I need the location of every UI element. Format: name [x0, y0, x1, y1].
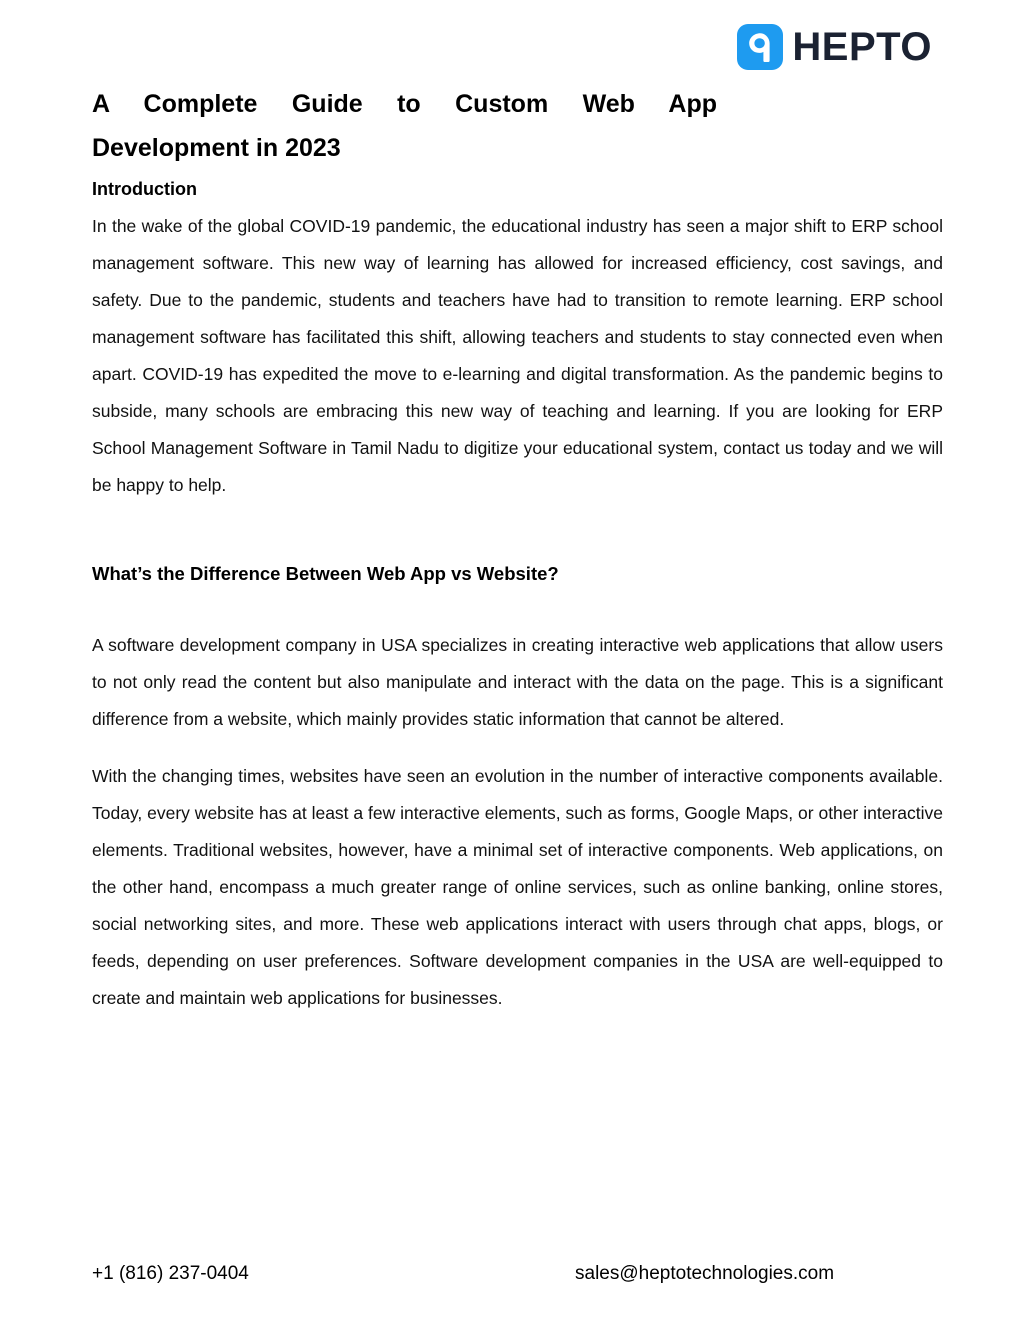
intro-heading: Introduction — [92, 179, 197, 199]
paragraph-spacer — [92, 738, 943, 758]
section-heading-web-app-vs-website: What’s the Difference Between Web App vs Website? — [92, 563, 559, 584]
footer-phone[interactable]: +1 (816) 237-0404 — [92, 1263, 249, 1284]
page-title — [92, 82, 717, 170]
intro-paragraph: In the wake of the global COVID-19 pandemic, the educational industry has seen a major shift to ERP school management software. This new way of learning has allowed for increased efficiency, cost savings, and safety. Due to the pandemic, students and teachers have had to transition to remote learning. ERP school management software has facilitated this shift, allowing teachers and students to stay connected even when apart. COVID-19 has expedited the move to e-learning and digital transformation. As the pandemic begins to subside, many schools are embracing this new way of teaching and learning. If you are looking for ERP School Management Software in Tamil Nadu to digitize your educational system, contact us today and we will be happy to help. — [92, 216, 943, 495]
section-paragraph-1: A software development company in USA specializes in creating interactive web applications that allow users to not only read the content but also manipulate and interact with the data on the page. This is a significant difference from a website, which mainly provides static information that cannot be altered. — [92, 635, 943, 729]
section-spacer-1 — [92, 504, 943, 559]
brand-logo — [737, 24, 932, 70]
section-spacer-2 — [92, 589, 943, 627]
section-paragraph-2: With the changing times, websites have seen an evolution in the number of interactive components available. Today, every website has at least a few interactive elements, such as forms, Google Maps, or other interactive elements. Traditional websites, however, have a minimal set of interactive components. Web applications, on the other hand, encompass a much greater range of online services, such as online banking, online stores, social networking sites, and more. These web applications interact with users through chat apps, blogs, or feeds, depending on user preferences. Software development companies in the USA are well-equipped to create and maintain web applications for businesses. — [92, 766, 943, 1008]
hepto-logo-mark-icon — [737, 24, 783, 70]
page-footer — [0, 1259, 1024, 1289]
page-title-line-2: Development in 2023 — [92, 134, 341, 162]
page-title-line-1: A Complete Guide to Custom Web App — [92, 90, 717, 118]
footer-email[interactable]: sales@heptotechnologies.com — [575, 1263, 835, 1284]
brand-wordmark: HEPTO — [792, 25, 932, 69]
document-body — [92, 82, 943, 1017]
